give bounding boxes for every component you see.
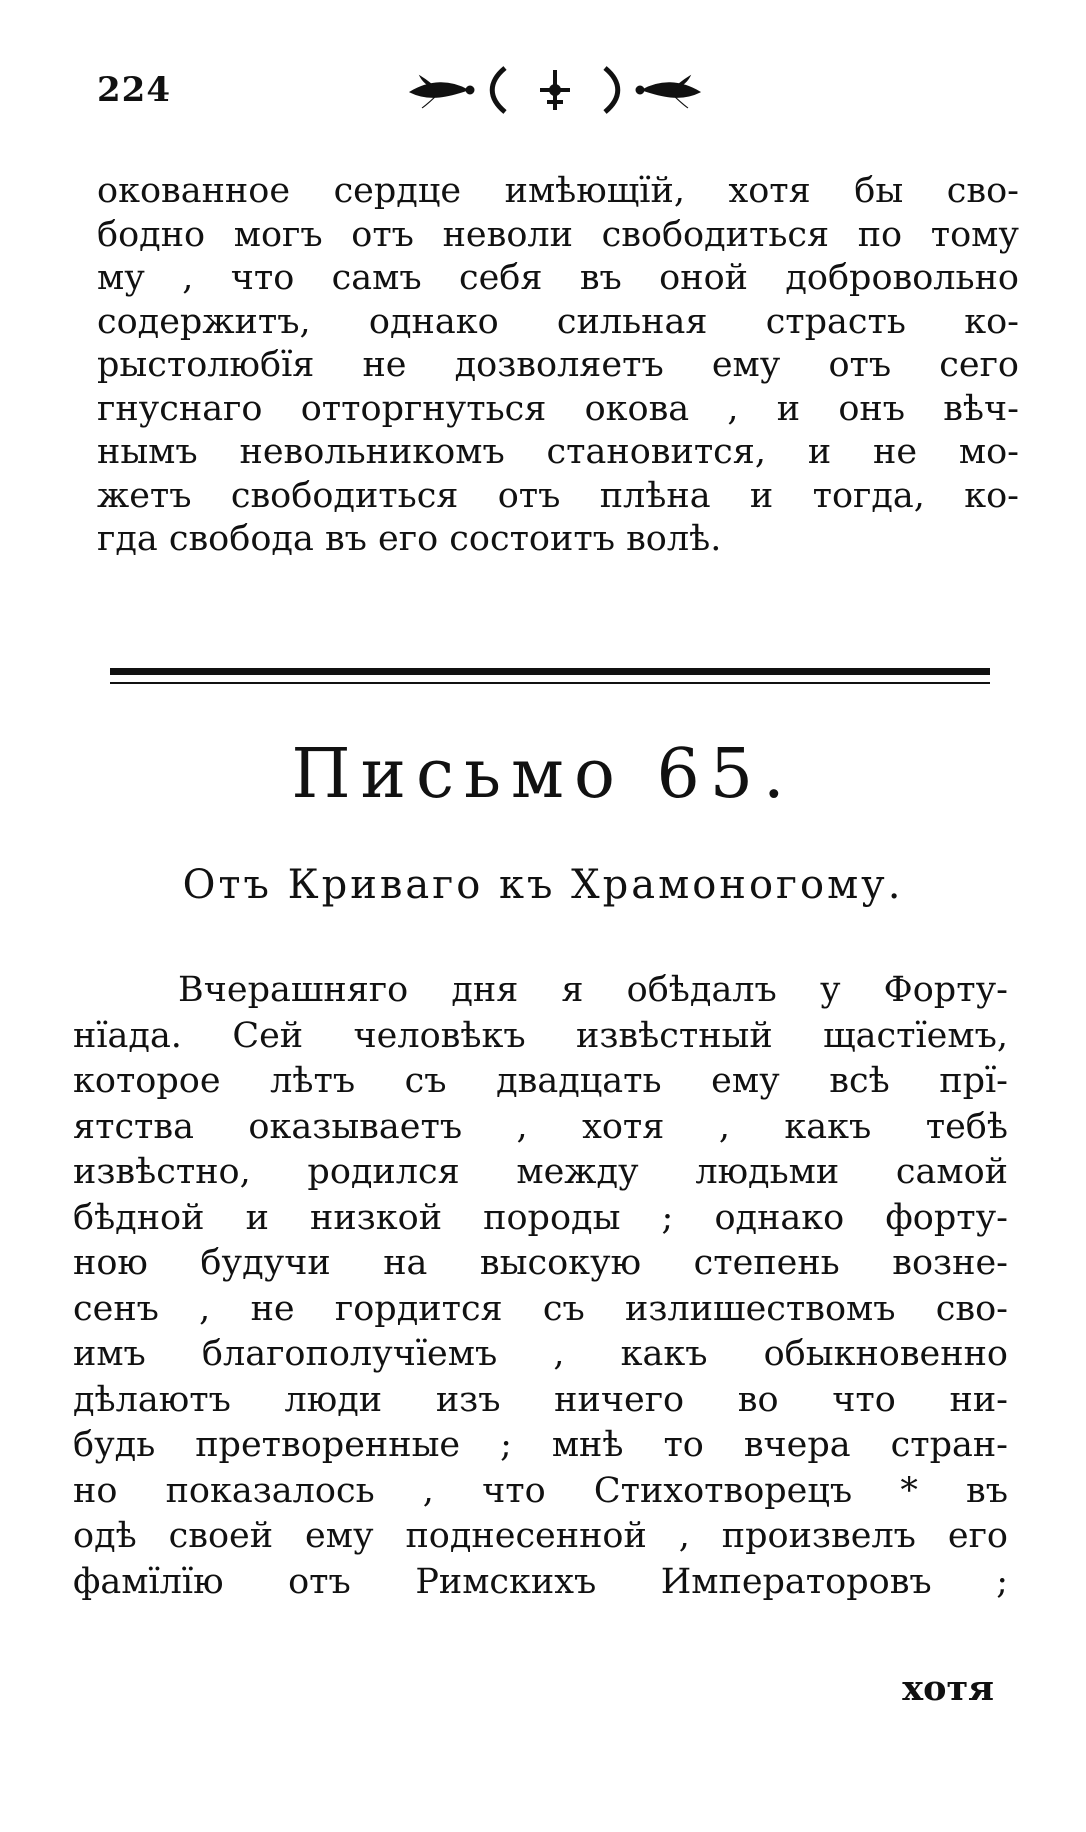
text-line: содержитъ, однако сильная страсть ко- bbox=[97, 301, 1019, 342]
text-line: рыстолюбїя не дозволяетъ ему отъ сего bbox=[97, 345, 1019, 385]
section-divider-thick bbox=[110, 668, 990, 675]
floral-ornament-icon bbox=[400, 62, 710, 118]
text-line: дѣлаютъ люди изъ ничего во что ни- bbox=[73, 1379, 1008, 1420]
text-line: нїада. Сей человѣкъ извѣстный щастїемъ, bbox=[73, 1015, 1008, 1056]
body-paragraph bbox=[73, 968, 1008, 1605]
text-line: бодно могъ отъ неволи свободиться по тому bbox=[97, 214, 1019, 255]
text-line: имъ благополучїемъ , какъ обыкновенно bbox=[73, 1334, 1008, 1374]
text-line: гнуснаго оттоpгнуться окова , и онъ вѣч- bbox=[97, 388, 1019, 429]
letter-subtitle: Отъ Криваго къ Храмоногому. bbox=[182, 862, 904, 908]
text-line: сенъ , не гордится съ излишествомъ сво- bbox=[73, 1288, 1008, 1329]
text-line: нымъ невольникомъ становится, и не мо- bbox=[97, 432, 1019, 472]
letter-title: Письмо 65. bbox=[291, 735, 795, 814]
text-line: которое лѣтъ съ двадцать ему всѣ прї- bbox=[73, 1061, 1008, 1101]
top-paragraph bbox=[97, 170, 1019, 562]
text-line: ятства оказываетъ , хотя , какъ тебѣ bbox=[73, 1106, 1008, 1147]
text-line: но показалось , что Стихотворецъ * въ bbox=[73, 1470, 1008, 1511]
catchword: хотя bbox=[902, 1668, 994, 1709]
text-line: Вчерашняго дня я обѣдалъ у Форту- bbox=[178, 970, 1008, 1010]
text-line: гда свобода въ его состоитъ волѣ. bbox=[97, 519, 722, 559]
section-divider-thin bbox=[110, 682, 990, 684]
text-line: извѣстно, родился между людьми самой bbox=[73, 1152, 1008, 1192]
text-line: одѣ своей ему поднесенной , произвелъ его bbox=[73, 1516, 1008, 1556]
text-line: фамїлїю отъ Римскихъ Императоровъ ; bbox=[73, 1561, 1008, 1602]
text-line: ною будучи на высокую степень возне- bbox=[73, 1243, 1008, 1283]
text-line: жетъ свободиться отъ плѣна и тогда, ко- bbox=[97, 475, 1019, 516]
text-line: бѣдной и низкой породы ; однако форту- bbox=[73, 1197, 1008, 1238]
text-line: му , что самъ себя въ оной добровольно bbox=[97, 258, 1019, 298]
text-line: окованное сердце имѣющїй, хотя бы сво- bbox=[97, 171, 1019, 211]
page-number: 224 bbox=[97, 70, 171, 110]
text-line: будь претворенные ; мнѣ то вчера стран- bbox=[73, 1425, 1008, 1465]
